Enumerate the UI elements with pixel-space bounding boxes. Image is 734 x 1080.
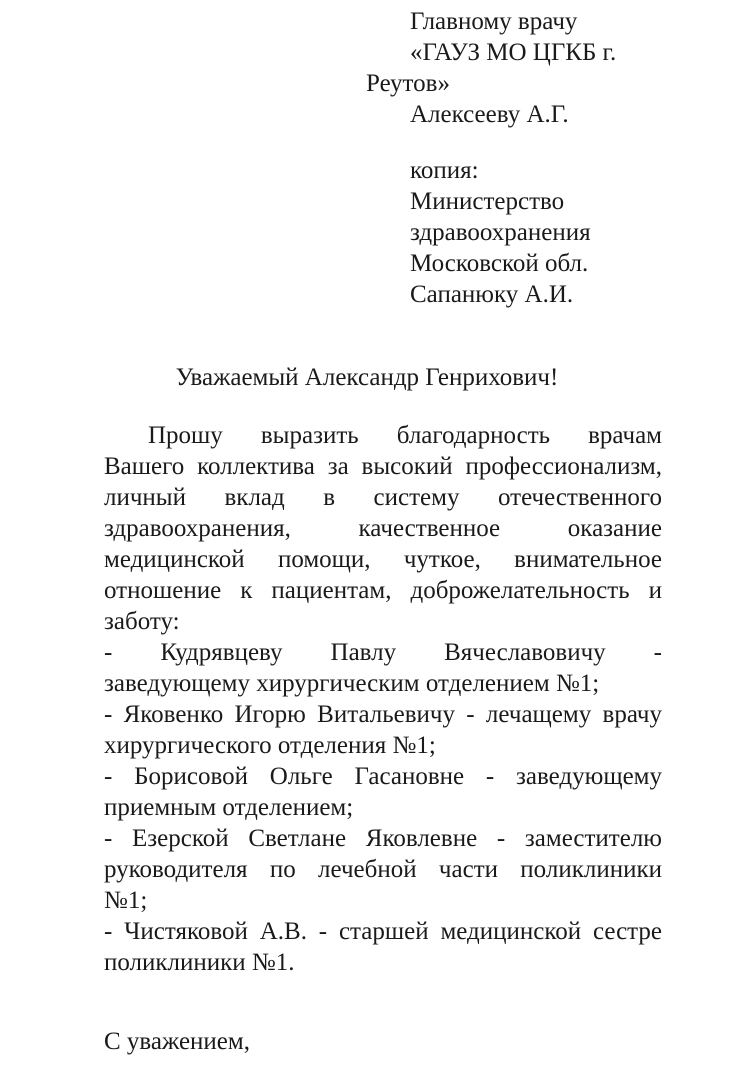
list-item-line: - Борисовой Ольге Гасановне - заведующему: [104, 763, 662, 790]
copy-line: Министерство: [410, 188, 565, 215]
addressee-line: «ГАУЗ МО ЦГКБ г.: [410, 39, 617, 66]
letter-body: [104, 420, 662, 978]
list-item-line: руководителя по лечебной части поликлиники: [104, 856, 662, 883]
addressee-line: Реутов»: [366, 70, 450, 97]
body-line: заботу:: [104, 608, 180, 635]
list-item-line: - Чистяковой А.В. - старшей медицинской сестре: [104, 918, 662, 945]
closing: С уважением,: [104, 1028, 250, 1055]
copy-line: Московской обл.: [410, 250, 589, 277]
copy-line: копия:: [410, 157, 479, 184]
body-line: Прошу выразить благодарность врачам: [148, 422, 662, 449]
list-item-line: поликлиники №1.: [104, 949, 295, 976]
greeting: Уважаемый Александр Генрихович!: [175, 364, 559, 391]
list-item-line: заведующему хирургическим отделением №1;: [104, 670, 600, 697]
list-item-line: - Кудрявцеву Павлу Вячеславовичу -: [104, 639, 662, 666]
body-line: личный вклад в систему отечественного: [104, 484, 662, 511]
body-line: Вашего коллектива за высокий профессионализм,: [104, 453, 662, 480]
copy-line: здравоохранения: [410, 219, 591, 246]
list-item-line: приемным отделением;: [104, 794, 354, 821]
addressee-line: Алексееву А.Г.: [410, 101, 569, 128]
list-item-line: - Езерской Светлане Яковлевне - заместителю: [104, 825, 662, 852]
copy-line: Сапанюку А.И.: [410, 281, 574, 308]
list-item-line: - Яковенко Игорю Витальевичу - лечащему врачу: [104, 701, 662, 728]
list-item-line: хирургического отделения №1;: [104, 732, 436, 759]
addressee-line: Главному врачу: [410, 8, 578, 35]
body-line: здравоохранения, качественное оказание: [104, 515, 662, 542]
body-line: отношение к пациентам, доброжелательность и: [104, 577, 662, 604]
list-item-line: №1;: [104, 887, 148, 914]
body-line: медицинской помощи, чуткое, внимательное: [104, 546, 662, 573]
